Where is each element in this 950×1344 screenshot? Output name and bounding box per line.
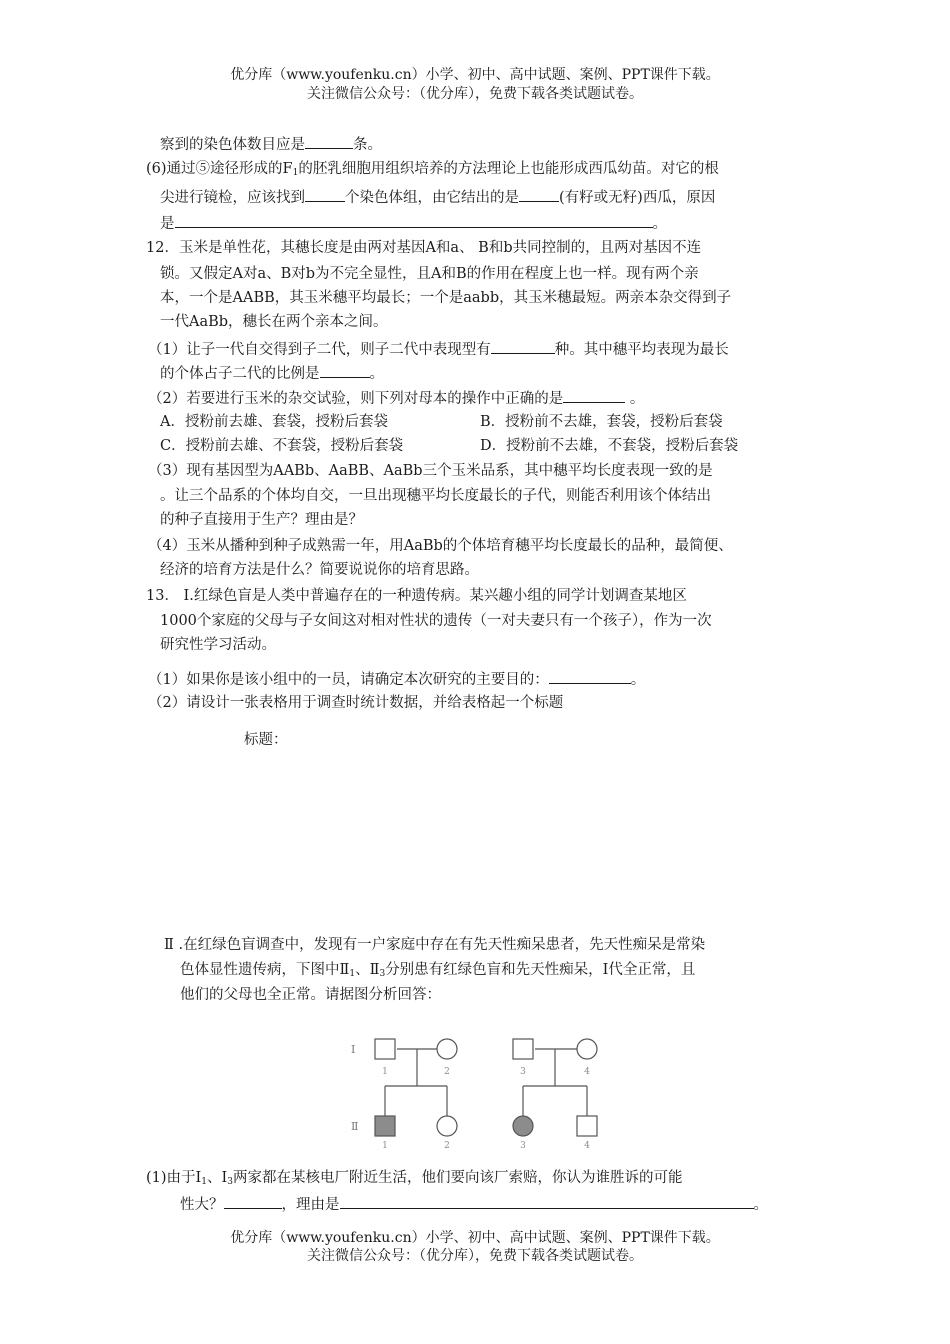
q12-stem-line2: 锁。又假定A对a、B对b为不完全显性，且A和B的作用在程度上也一样。现有两个亲 <box>160 266 699 282</box>
page-header-line2: 关注微信公众号：（优分库），免费下载各类试题试卷。 <box>307 86 643 102</box>
pedigree-II2-normal-female <box>437 1116 457 1136</box>
q12-stem-line1: 12．玉米是单性花，其穗长度是由两对基因A和a、 B和b共同控制的，且两对基因不连 <box>146 240 702 256</box>
q13-part1-line2: 1000个家庭的父母与子女间这对相对性状的遗传（一对夫妻只有一个孩子），作为一次 <box>160 613 712 629</box>
pedigree-I2-normal-female <box>437 1039 457 1059</box>
q13-part2-line2: 色体显性遗传病，下图中$Ⅱ_1$、$Ⅱ_3$分别患有红绿色盲和先天性痴呆，Ⅰ代全正常，且 <box>180 962 696 979</box>
num-I1: 1 <box>382 1067 388 1077</box>
pedigree-I4-normal-female <box>577 1039 597 1059</box>
num-I2: 2 <box>444 1067 450 1077</box>
num-II3: 3 <box>520 1141 526 1150</box>
q12-sub1-line2: 的个体占子二代的比例是 。 <box>160 362 384 384</box>
q12-option-c: C．授粉前去雄、不套袋，授粉后套袋 <box>160 438 404 454</box>
q12-option-d: D．授粉前不去雄，不套袋，授粉后套袋 <box>480 438 739 454</box>
generation-I-label: Ⅰ <box>351 1043 356 1056</box>
q13-part2-line1: Ⅱ .在红绿色盲调查中，发现有一户家庭中存在有先天性痴呆患者，先天性痴呆是常染 <box>164 937 706 953</box>
generation-II-label: Ⅱ <box>351 1120 359 1133</box>
pedigree-II1-affected-male <box>375 1116 395 1136</box>
q12-sub3-line2: 。让三个品系的个体均自交，一旦出现穗平均长度最长的子代，则能否利用该个体结出 <box>160 488 711 504</box>
q13-part2-q1-line2: 性大？ ，理由是 。 <box>180 1193 768 1215</box>
q11-part6-line1: (6)通过⑤途径形成的$F_1$的胚乳细胞用组织培养的方法理论上也能形成西瓜幼苗。对它的根 <box>146 161 719 178</box>
q11-part6-line3: 是 。 <box>160 212 667 234</box>
q12-stem-line4: 一代AaBb，穗长在两个亲本之间。 <box>160 314 388 330</box>
num-II1: 1 <box>382 1141 388 1150</box>
q13-sub1: （1）如果你是该小组中的一员，请确定本次研究的主要目的： 。 <box>148 668 645 690</box>
num-II2: 2 <box>444 1141 450 1150</box>
num-I3: 3 <box>520 1067 526 1077</box>
q12-sub4-line1: （4）玉米从播种到种子成熟需一年，用AaBb的个体培育穗平均长度最长的品种，最简便、 <box>148 538 733 554</box>
page-header-line1: 优分库（www.youfenku.cn）小学、初中、高中试题、案例、PPT课件下载。 <box>230 67 720 83</box>
num-I4: 4 <box>584 1067 590 1077</box>
q11-part6-line2: 尖进行镜检，应该找到 个染色体组，由它结出的是 (有籽或无籽)西瓜，原因 <box>160 186 715 208</box>
pedigree-II3-affected-female <box>513 1116 533 1136</box>
q13-part1-line3: 研究性学习活动。 <box>160 637 276 653</box>
q12-sub3-line3: 的种子直接用于生产？理由是？ <box>160 512 363 528</box>
page-footer-line2: 关注微信公众号：（优分库），免费下载各类试题试卷。 <box>307 1248 643 1264</box>
q12-stem-line3: 本，一个是AABB，其玉米穗平均最长；一个是aabb，其玉米穗最短。两亲本杂交得到子 <box>160 290 732 306</box>
q12-sub4-line2: 经济的培育方法是什么？简要说说你的培育思路。 <box>160 562 479 578</box>
q12-sub3-line1: （3）现有基因型为AABb、AaBB、AaBb三个玉米品系，其中穗平均长度表现一致的是 <box>148 463 713 479</box>
q12-option-b: B．授粉前不去雄，套袋，授粉后套袋 <box>480 414 723 430</box>
pedigree-chart <box>345 1030 615 1150</box>
table-title-label: 标题： <box>244 732 288 748</box>
pedigree-I3-normal-male <box>513 1039 533 1059</box>
q11-continuation: 察到的染色体数目应是 条。 <box>160 133 382 155</box>
q12-sub2: （2）若要进行玉米的杂交试验，则下列对母本的操作中正确的是 。 <box>148 387 644 409</box>
q12-sub1-line1: （1）让子一代自交得到子二代，则子二代中表现型有 种。其中穗平均表现为最长 <box>148 338 729 360</box>
q12-option-a: A．授粉前去雄、套袋，授粉后套袋 <box>160 414 388 430</box>
q13-part2-line3: 他们的父母也全正常。请据图分析回答： <box>180 987 441 1003</box>
num-II4: 4 <box>584 1141 590 1150</box>
pedigree-I1-normal-male <box>375 1039 395 1059</box>
q13-sub2: （2）请设计一张表格用于调查时统计数据，并给表格起一个标题 <box>148 695 564 711</box>
q13-part1-line1: 13． Ⅰ.红绿色盲是人类中普遍存在的一种遗传病。某兴趣小组的同学计划调查某地区 <box>146 588 687 604</box>
page-footer-line1: 优分库（www.youfenku.cn）小学、初中、高中试题、案例、PPT课件下载。 <box>230 1230 720 1246</box>
pedigree-II4-normal-male <box>577 1116 597 1136</box>
q13-part2-q1-line1: (1)由于$Ⅰ_1$、$Ⅰ_3$两家都在某核电厂附近生活，他们要向该厂索赔，你认为谁胜诉的可能 <box>146 1170 683 1187</box>
